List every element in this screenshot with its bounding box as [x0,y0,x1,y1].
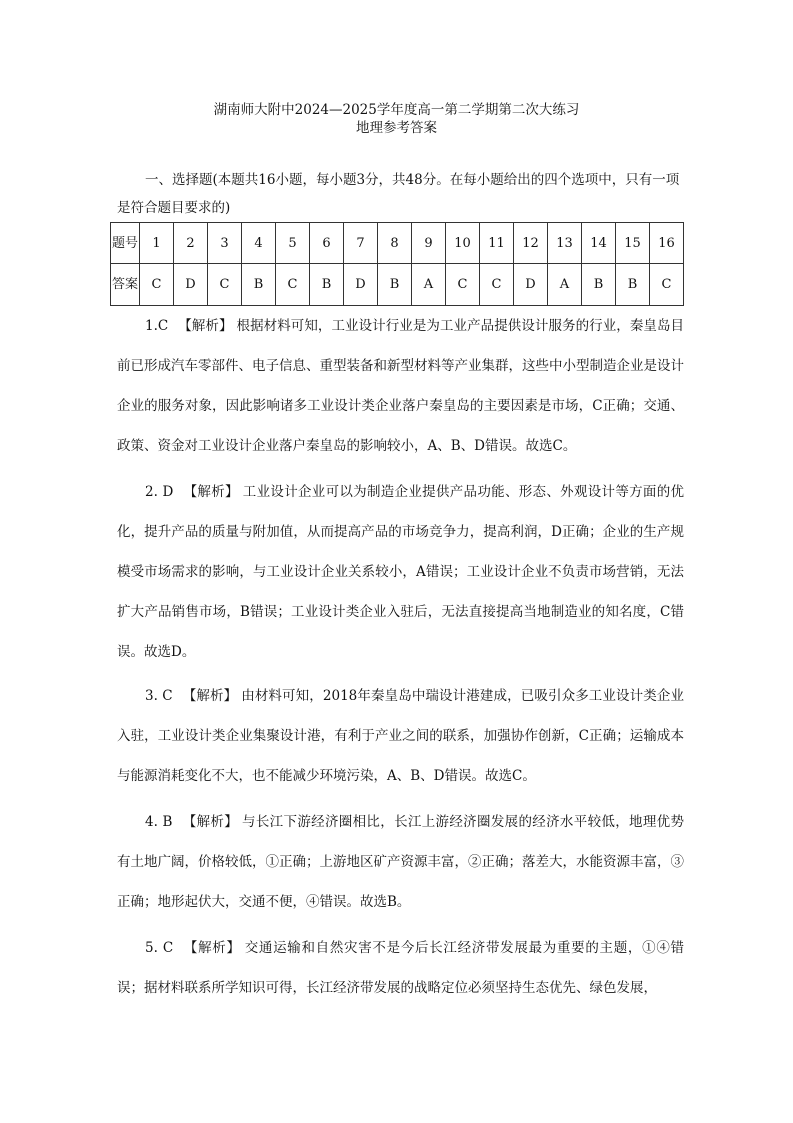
explanation-number: 5. C [145,940,174,956]
explanation-text: 根据材料可知，工业设计行业是为工业产品提供设计服务的行业，秦皇岛目前已形成汽车零部件、电子信息、重型装备和新型材料等产业集群，这些中小型制造企业是设计企业的服务对象，因此影响诸多工业设计类企业落户秦皇岛的主要因素是市场，C正确；交通、政策、资金对工业设计企业落户秦皇岛的影响较小，A、B、D错误。故选C。 [117,318,685,454]
answer-cell: D [344,264,378,306]
question-number-cell: 14 [582,223,616,264]
answer-cell: B [582,264,616,306]
answer-cell: C [650,264,684,306]
explanation-text: 由材料可知，2018年秦皇岛中瑞设计港建成，已吸引众多工业设计类企业入驻，工业设计类企业集聚设计港，有利于产业之间的联系，加强协作创新，C正确；运输成本与能源消耗变化不大，也不能减少环境污染，A、B、D错误。故选C。 [117,688,684,784]
question-number-cell: 11 [480,223,514,264]
explanation-2 [117,472,684,672]
document-subtitle: 地理参考答案 [356,120,437,136]
explanation-text: 交通运输和自然灾害不是今后长江经济带发展最为重要的主题，①④错误；据材料联系所学知识可得，长江经济带发展的战略定位必须坚持生态优先、绿色发展， [117,940,685,996]
answer-row [111,264,684,306]
question-number-cell: 16 [650,223,684,264]
explanation-text: 工业设计企业可以为制造企业提供产品功能、形态、外观设计等方面的优化，提升产品的质量与附加值，从而提高产品的市场竞争力，提高利润，D正确；企业的生产规模受市场需求的影响，与工业设计企业关系较小，A错误；工业设计企业不负责市场营销，无法扩大产品销售市场，B错误；工业设计类企业入驻后，无法直接提高当地制造业的知名度，C错误。故选D。 [117,484,685,660]
explanation-number: 2. D [145,484,174,500]
explanation-tag: 【解析】 [182,688,238,704]
answer-cell: B [310,264,344,306]
row-label-answer: 答案 [111,264,140,306]
question-number-cell: 10 [446,223,480,264]
answer-cell: C [446,264,480,306]
explanation-number: 1.C [145,318,169,334]
explanation-tag: 【解析】 [183,940,241,956]
document-title: 湖南师大附中2024—2025学年度高一第二学期第二次大练习 [213,102,580,118]
explanation-number: 3. C [145,688,173,704]
answer-cell: B [378,264,412,306]
question-number-cell: 15 [616,223,650,264]
explanation-number: 4. B [145,814,173,830]
answer-cell: A [412,264,446,306]
question-number-cell: 7 [344,223,378,264]
explanation-tag: 【解析】 [182,814,239,830]
explanation-4 [117,802,684,922]
explanation-5 [117,928,684,1008]
explanation-3 [117,676,684,796]
explanation-1 [117,306,684,466]
answer-table [110,222,684,306]
question-number-cell: 4 [242,223,276,264]
explanation-tag: 【解析】 [178,318,233,334]
question-number-cell: 1 [140,223,174,264]
section-heading: 一、选择题(本题共16小题，每小题3分，共48分。在每小题给出的四个选项中，只有一项是符合题目要求的) [117,172,680,216]
explanation-tag: 【解析】 [183,484,239,500]
answer-cell: D [514,264,548,306]
answer-cell: A [548,264,582,306]
answer-cell: B [616,264,650,306]
answer-cell: C [480,264,514,306]
row-label-question: 题号 [111,223,140,264]
question-number-cell: 8 [378,223,412,264]
question-number-cell: 9 [412,223,446,264]
answer-cell: C [140,264,174,306]
answer-cell: C [208,264,242,306]
question-number-cell: 5 [276,223,310,264]
question-number-cell: 6 [310,223,344,264]
question-number-cell: 12 [514,223,548,264]
explanation-text: 与长江下游经济圈相比，长江上游经济圈发展的经济水平较低，地理优势有土地广阔，价格较低，①正确；上游地区矿产资源丰富，②正确；落差大，水能资源丰富，③正确；地形起伏大，交通不便，④错误。故选B。 [117,814,685,910]
question-number-cell: 3 [208,223,242,264]
question-number-cell: 13 [548,223,582,264]
answer-cell: D [174,264,208,306]
question-number-cell: 2 [174,223,208,264]
answer-cell: B [242,264,276,306]
question-number-row [111,223,684,264]
answer-cell: C [276,264,310,306]
